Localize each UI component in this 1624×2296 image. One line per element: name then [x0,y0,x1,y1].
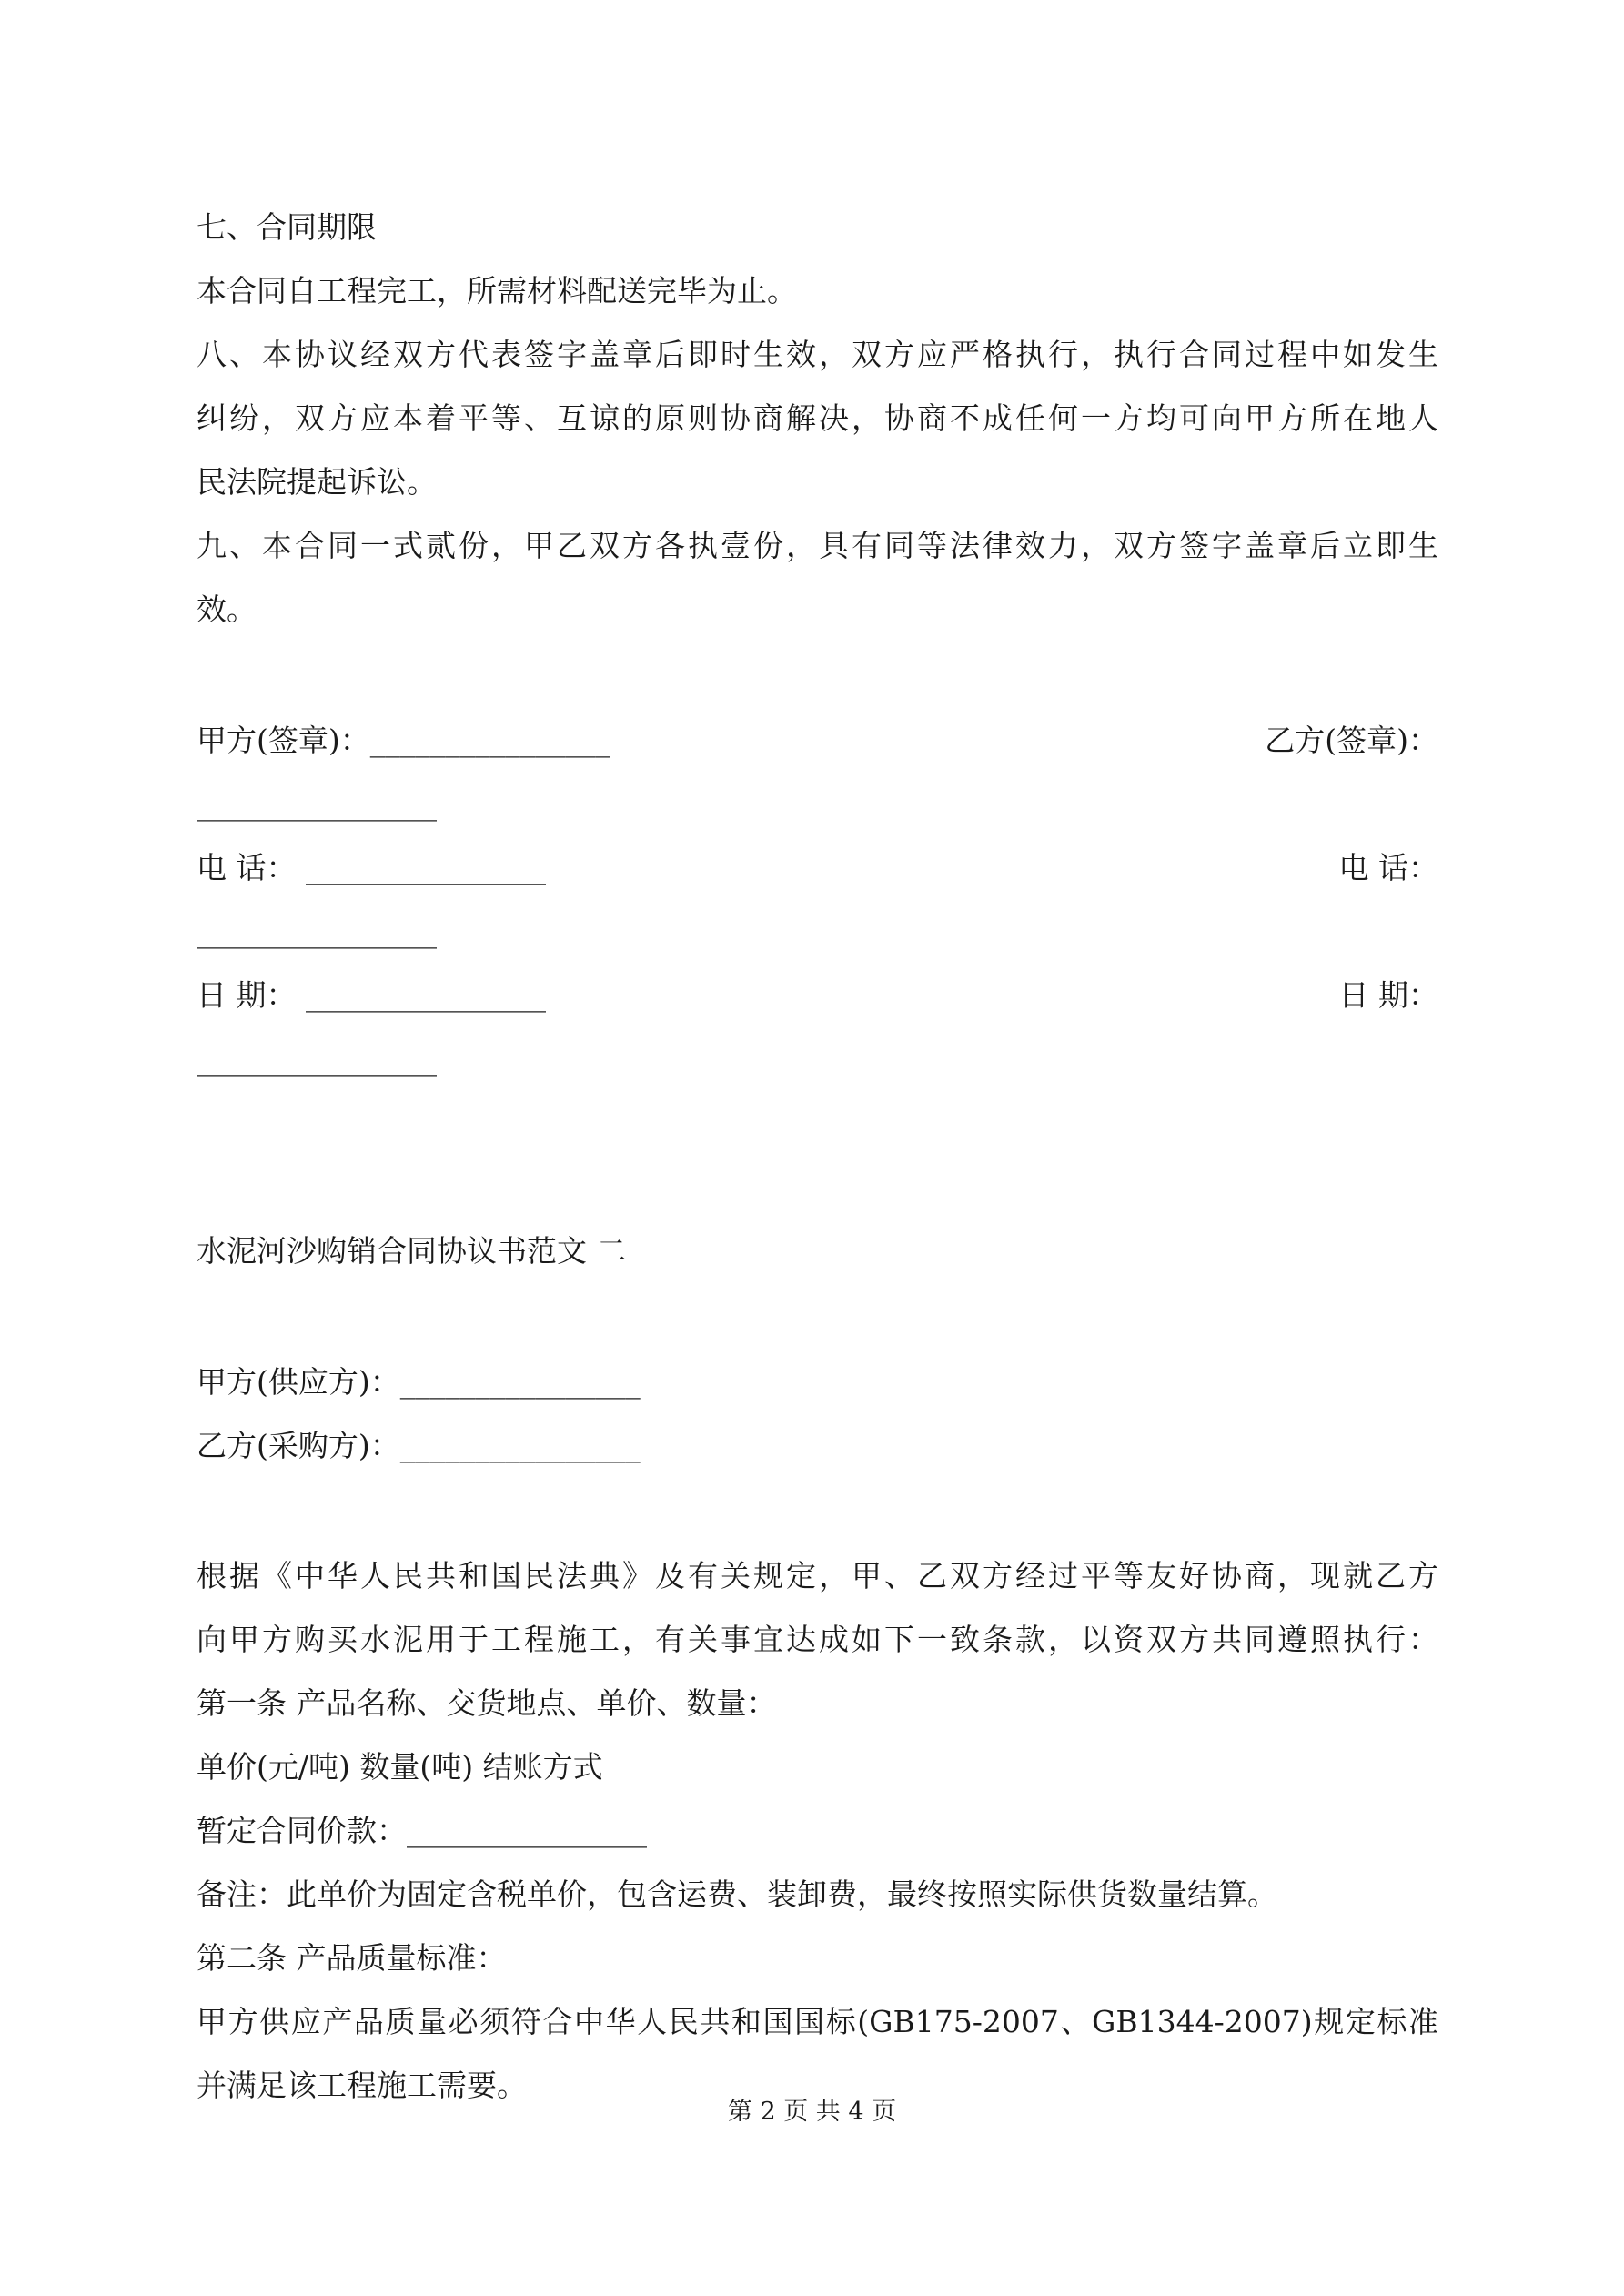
intro-line-2: 向甲方购买水泥用于工程施工，有关事宜达成如下一致条款，以资双方共同遵照执行： [197,1622,1438,1657]
party-b-signature-blank: ________________ [197,786,437,822]
section-8-line-1: 八、本协议经双方代表签字盖章后即时生效，双方应严格执行，执行合同过程中如发生 [197,337,1438,372]
section-7-body: 本合同自工程完工，所需材料配送完毕为止。 [197,273,797,308]
party-a-phone: 电 话： ________________ [197,850,546,885]
contract-two-title: 水泥河沙购销合同协议书范文 二 [197,1233,627,1269]
article-2-line-2: 并满足该工程施工需要。 [197,2068,527,2103]
party-a-date: 日 期： ________________ [197,977,546,1013]
section-9-line-1: 九、本合同一式贰份，甲乙双方各执壹份，具有同等法律效力，双方签字盖章后立即生 [197,528,1438,563]
party-b-phone-blank: ________________ [197,914,437,949]
party-a-signature: 甲方(签章)：________________ [197,723,610,758]
section-8-line-2: 纠纷，双方应本着平等、互谅的原则协商解决，协商不成任何一方均可向甲方所在地人 [197,400,1438,436]
section-9-line-2: 效。 [197,592,257,627]
price-note: 备注：此单价为固定含税单价，包含运费、装卸费，最终按照实际供货数量结算。 [197,1876,1277,1912]
page-footer: 第 2 页 共 4 页 [727,2098,897,2126]
party-b-phone: 电 话： [1338,850,1438,885]
buyer-line: 乙方(采购方)：________________ [197,1428,641,1463]
party-b-signature: 乙方(签章)： [1265,723,1438,758]
section-8-line-3: 民法院提起诉讼。 [197,464,437,500]
provisional-price: 暂定合同价款：________________ [197,1813,647,1848]
party-b-date-blank: ________________ [197,1041,437,1077]
intro-line-1: 根据《中华人民共和国民法典》及有关规定，甲、乙双方经过平等友好协商，现就乙方 [197,1558,1438,1593]
article-2-line-1: 甲方供应产品质量必须符合中华人民共和国国标(GB175-2007、GB1344-2007)规定标准 [197,2004,1438,2039]
section-7-heading: 七、合同期限 [197,209,377,245]
supplier-line: 甲方(供应方)：________________ [197,1364,641,1400]
party-b-date: 日 期： [1338,977,1438,1013]
article-1-columns: 单价(元/吨) 数量(吨) 结账方式 [197,1749,603,1785]
article-1-heading: 第一条 产品名称、交货地点、单价、数量： [197,1685,777,1721]
article-2-heading: 第二条 产品质量标准： [197,1940,507,1976]
